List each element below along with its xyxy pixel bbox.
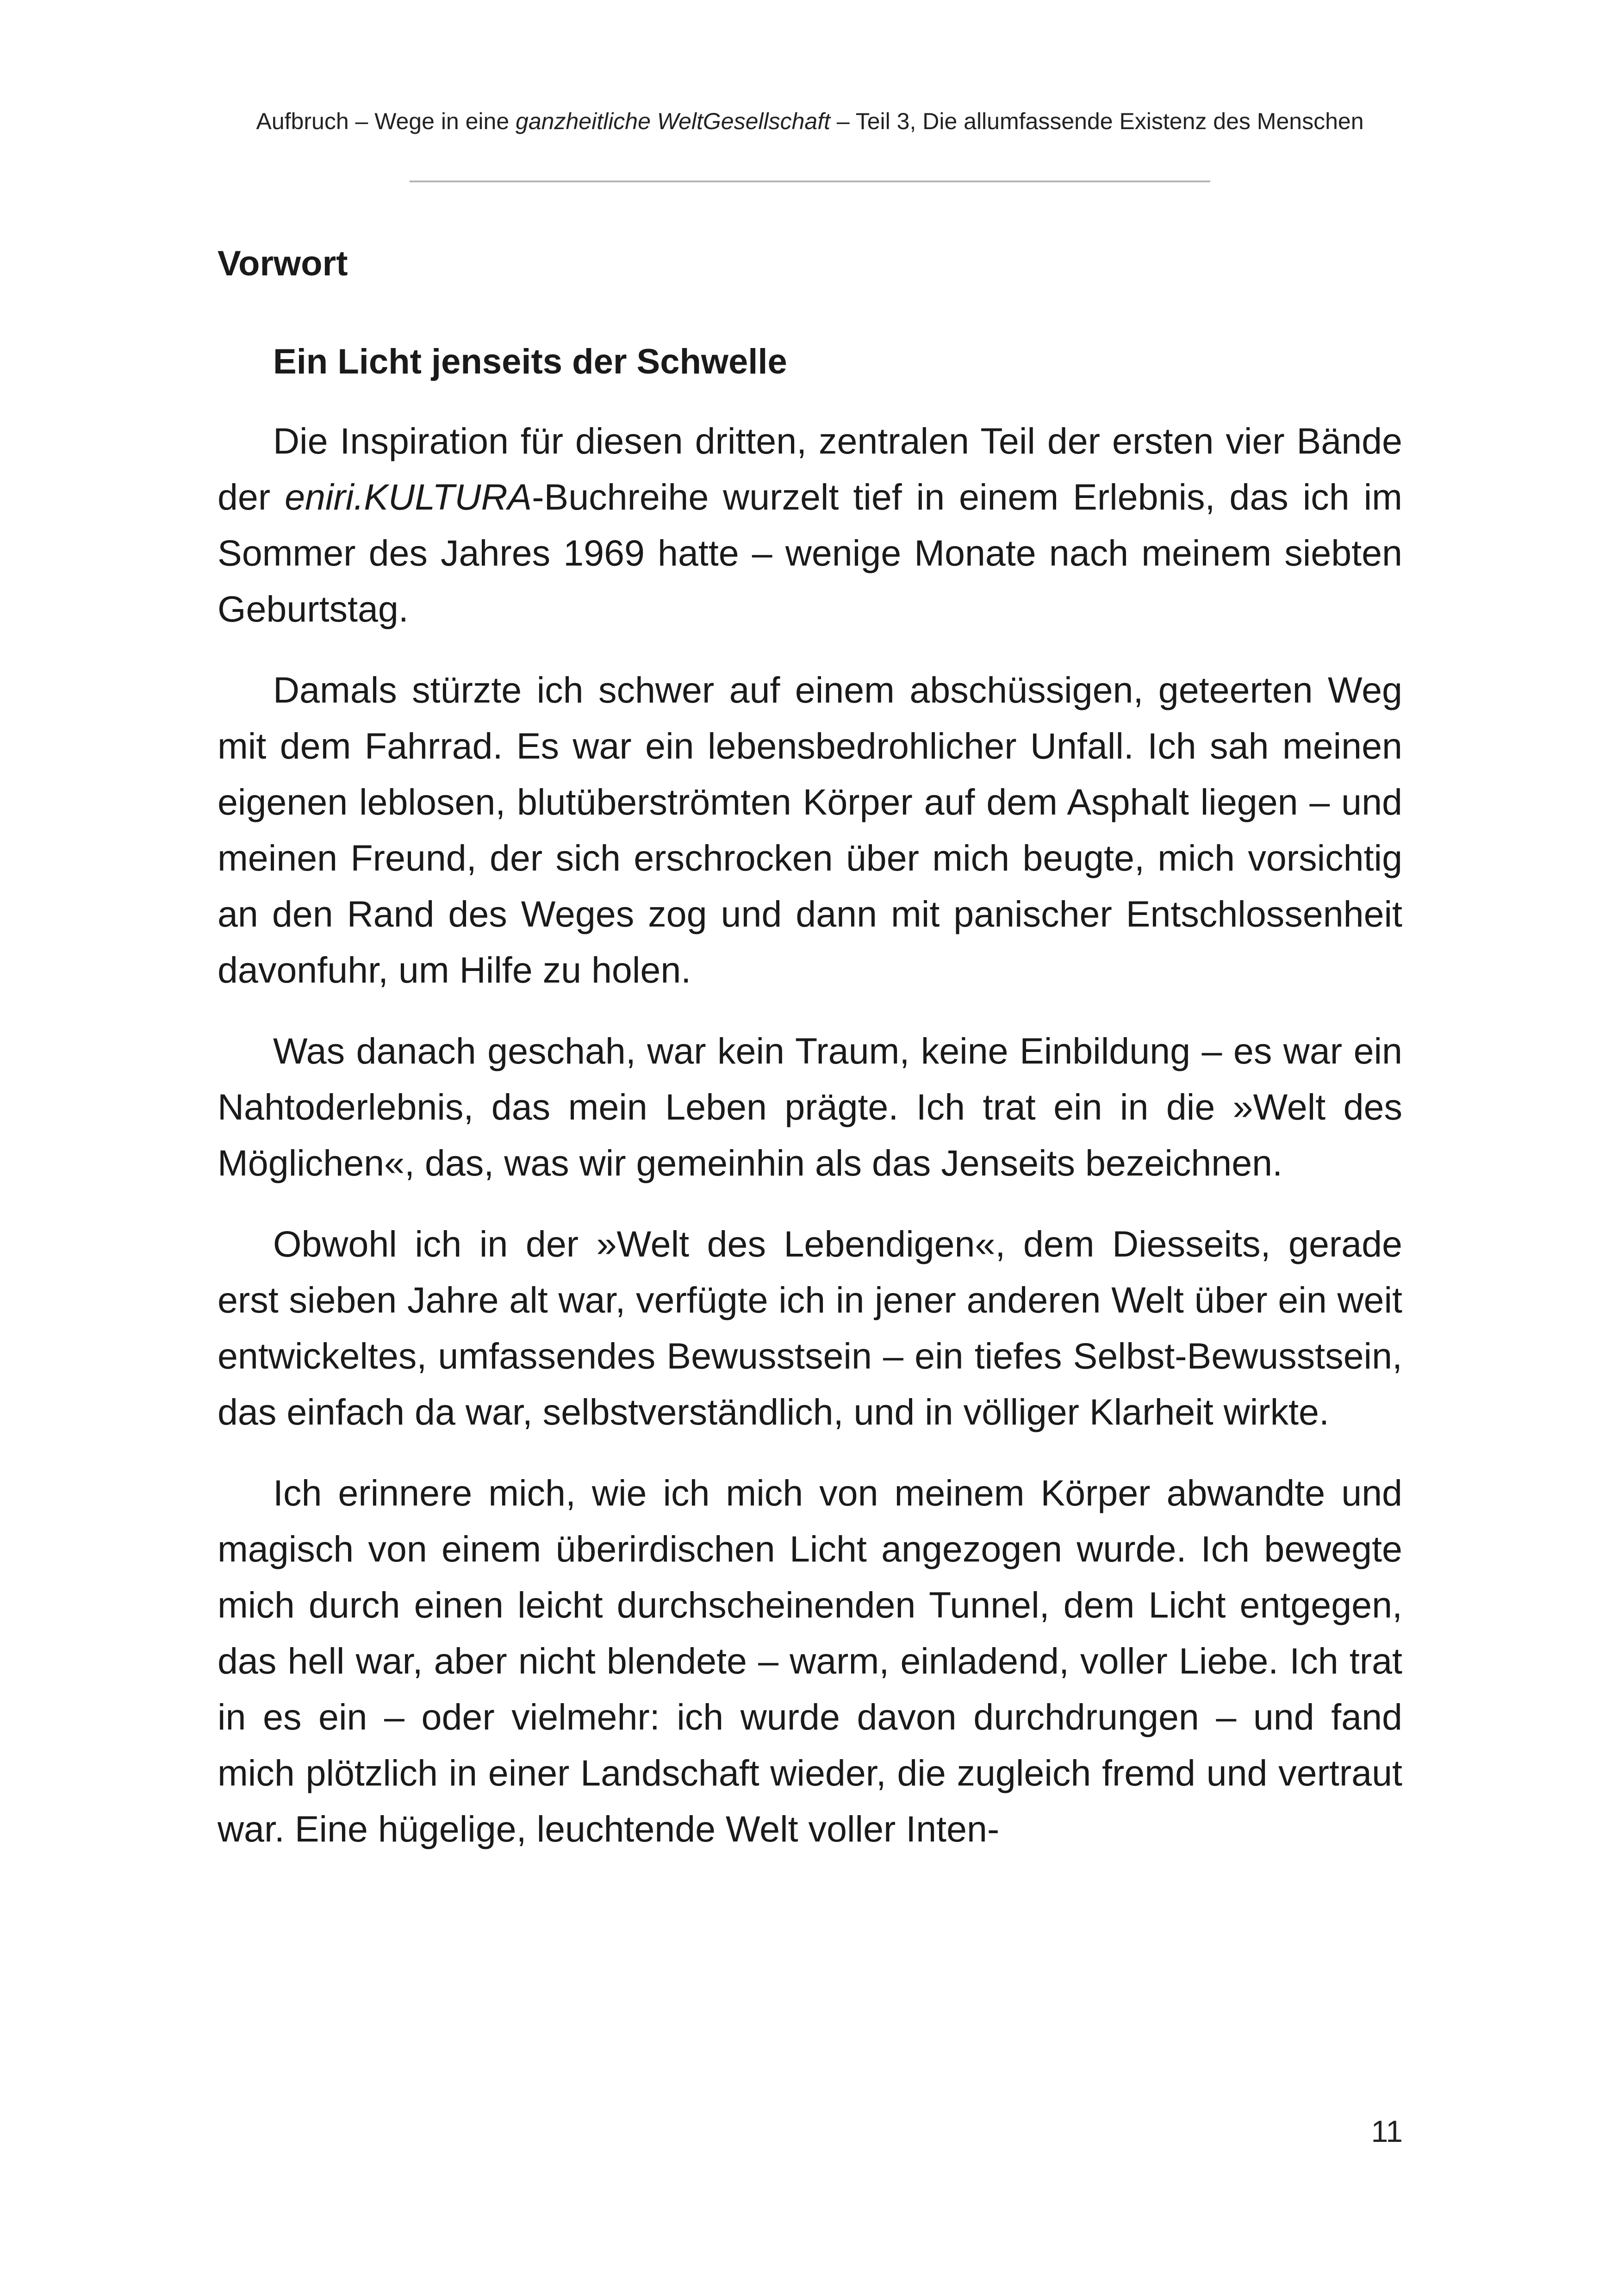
paragraph-1-part-b: -Buchreihe wurzelt tief in einem Erlebnis, das ich im Sommer des Jahres 1969 hatte – wenige Monate nach meinem siebten Geburtstag.: [218, 476, 1402, 629]
header-italic: ganzheitliche WeltGesellschaft: [516, 108, 831, 134]
paragraph-2: Damals stürzte ich schwer auf einem abschüssigen, geteerten Weg mit dem Fahrrad. Es war ein lebensbedrohlicher Unfall. Ich sah meinen eigenen leblosen, blutüberströmten Körper auf dem Asphalt liegen – und meinen Freund, der sich erschrocken über mich beugte, mich vorsichtig an den Rand des Weges zog und dann mit panischer Entschlossenheit davonfuhr, um Hilfe zu holen.: [218, 669, 1402, 990]
header-rule: [410, 180, 1210, 182]
section-title: Ein Licht jenseits der Schwelle: [273, 342, 787, 381]
paragraph-1: [218, 413, 1402, 637]
series-name: eniri.KULTURA: [285, 476, 532, 517]
paragraph-1-part-a: Die Inspiration für diesen dritten, zentralen Teil der ersten vier Bände der: [218, 420, 1402, 517]
header-prefix: Aufbruch – Wege in eine: [256, 108, 516, 134]
chapter-title: Vorwort: [218, 244, 348, 283]
paragraph-3: Was danach geschah, war kein Traum, keine Einbildung – es war ein Nahtoderlebnis, das mein Leben prägte. Ich trat ein in die »Welt des Möglichen«, das, was wir gemeinhin als das Jenseits bezeichnen.: [218, 1030, 1402, 1183]
page-number: 11: [1371, 2114, 1403, 2148]
running-header: [218, 107, 1402, 135]
header-suffix: – Teil 3, Die allumfassende Existenz des Menschen: [830, 108, 1364, 134]
paragraph-5: Ich erinnere mich, wie ich mich von meinem Körper abwandte und magisch von einem überirdischen Licht angezogen wurde. Ich bewegte mich durch einen leicht durchscheinenden Tunnel, dem Licht entgegen, das hell war, aber nicht blendete – warm, einladend, voller Liebe. Ich trat in es ein – oder vielmehr: ich wurde davon durchdrungen – und fand mich plötzlich in einer Landschaft wieder, die zugleich fremd und vertraut war. Eine hügelige, leuchtende Welt voller Inten-: [218, 1472, 1402, 1849]
paragraph-4: Obwohl ich in der »Welt des Lebendigen«, dem Diesseits, gerade erst sieben Jahre alt war, verfügte ich in jener anderen Welt über ein weit entwickeltes, umfassendes Bewusstsein – ein tiefes Selbst-Bewusstsein, das einfach da war, selbstverständlich, und in völliger Klarheit wirkte.: [218, 1223, 1402, 1432]
main-content: [218, 241, 1402, 1882]
